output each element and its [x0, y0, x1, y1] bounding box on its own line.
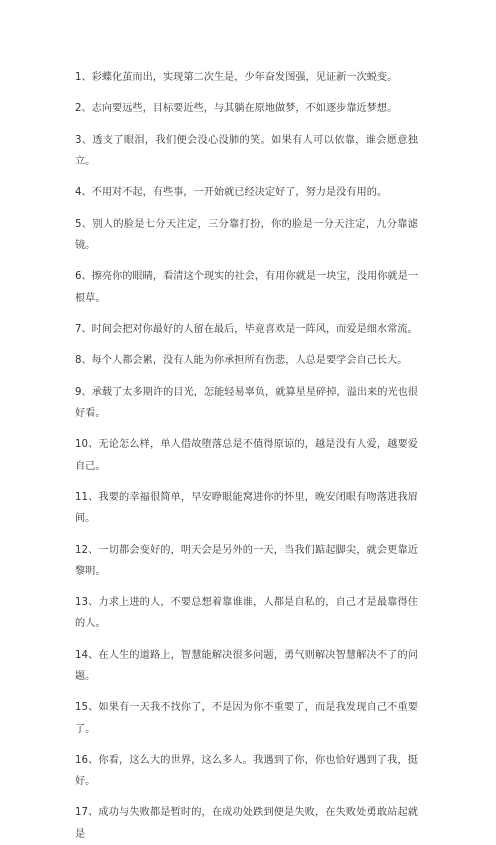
- list-item-text: 1、彩蝶化茧而出，实现第二次生是，少年奋发图强，见证新一次蜕变。: [75, 72, 398, 83]
- list-item-text: 14、在人生的道路上，智慧能解决很多问题，勇气则解决智慧解决不了的问题。: [75, 649, 418, 682]
- list-item-text: 13、力求上进的人，不要总想着靠谁谁，人都是自私的，自己才是最靠得住的人。: [75, 597, 418, 630]
- list-item: [75, 350, 418, 371]
- list-item: [75, 98, 418, 119]
- list-item-text: 17、成功与失败都是暂时的，在成功处跌到便是失败，在失败处勇敢站起就是: [75, 807, 418, 840]
- list-item-text: 8、每个人都会累，没有人能为你承担所有伤悲，人总是要学会自己长大。: [75, 355, 408, 367]
- list-item-text: 2、志向要远些，目标要近些，与其躺在原地做梦，不如逐步靠近梦想。: [75, 103, 398, 115]
- list-item: [75, 592, 418, 634]
- list-item: [75, 67, 418, 88]
- list-item: [75, 645, 418, 687]
- list-item-text: 10、无论怎么样，单人借故堕落总是不值得原谅的，越是没有人爱，越要爱自己。: [75, 439, 418, 472]
- list-item: [75, 130, 418, 172]
- list-item-text: 7、时间会把对你最好的人留在最后，毕竟喜欢是一阵风，而爱是细水常流。: [75, 323, 418, 335]
- list-item: [75, 434, 418, 476]
- list-item-text: 16、你看，这么大的世界，这么多人。我遇到了你，你也恰好遇到了我，挺好。: [75, 754, 418, 788]
- list-item: [75, 750, 418, 792]
- list-item: [75, 697, 418, 739]
- list-item: [75, 540, 418, 582]
- list-item-text: 5、别人的脸是七分天注定，三分靠打扮，你的脸是一分天注定，九分靠滤镜。: [75, 218, 418, 251]
- list-item: [75, 319, 418, 340]
- list-item-text: 11、我要的幸福很简单，早安睁眼能窝进你的怀里，晚安闭眼有吻落进我眉间。: [75, 491, 418, 525]
- list-item: [75, 182, 418, 203]
- list-item: [75, 802, 418, 844]
- list-item-text: 3、透支了眼泪，我们便会没心没肺的笑。如果有人可以依靠，谁会愿意独立。: [75, 134, 418, 167]
- list-item: [75, 382, 418, 424]
- list-item-text: 4、不用对不起，有些事，一开始就已经决定好了，努力是没有用的。: [75, 187, 388, 199]
- list-item: [75, 487, 418, 529]
- list-item-text: 15、如果有一天我不找你了，不是因为你不重要了，而是我发现自己不重要了。: [75, 702, 418, 735]
- list-item: [75, 266, 418, 308]
- list-item-text: 9、承载了太多期许的目光，怎能轻易辜负，就算星星碎掉，溢出来的光也很好看。: [75, 386, 418, 419]
- list-item: [75, 214, 418, 256]
- list-item-text: 12、一切都会变好的，明天会是另外的一天，当我们踮起脚尖，就会更靠近黎明。: [75, 544, 418, 577]
- list-item-text: 6、擦亮你的眼睛，看清这个现实的社会，有用你就是一块宝，没用你就是一根草。: [75, 271, 418, 304]
